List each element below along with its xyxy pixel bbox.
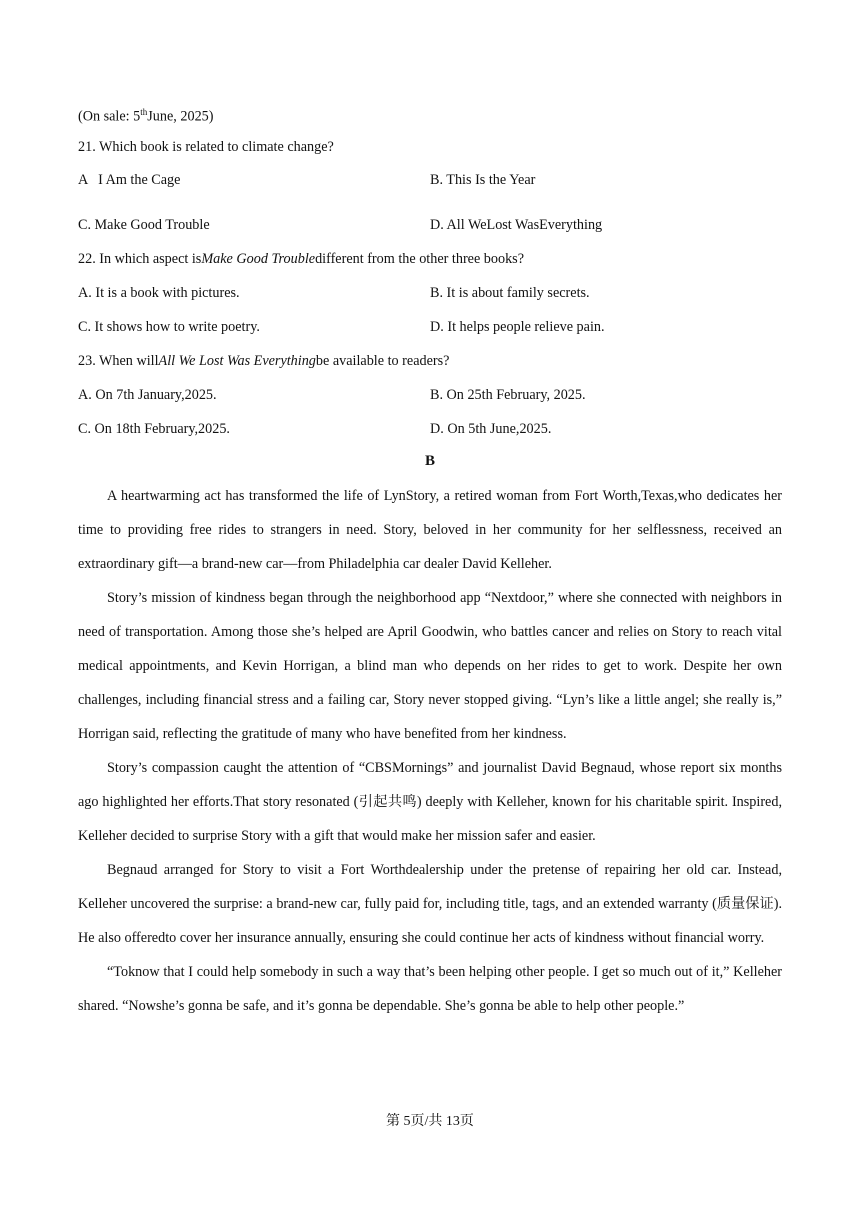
passage-paragraph-1: A heartwarming act has transformed the life of LynStory, a retired woman from Fort Worth,Texas,who dedicates her time to providing free rides to strangers in need. Story, beloved in her community for her selflessness, received an extraordinary gift—a brand-new car—from Philadelphia car dealer David Kelleher. xyxy=(78,488,782,572)
q21-option-b: B. This Is the Year xyxy=(430,172,536,188)
q22-option-c: C. It shows how to write poetry. xyxy=(78,319,260,335)
q22-question-post: different from the other three books? xyxy=(315,251,525,267)
q22-option-d: D. It helps people relieve pain. xyxy=(430,319,605,335)
q21-option-d: D. All WeLost WasEverything xyxy=(430,217,603,233)
q21-option-c: C. Make Good Trouble xyxy=(78,217,210,233)
sale-note-suffix: June, 2025) xyxy=(147,108,214,125)
section-b-heading: B xyxy=(424,453,435,469)
sale-note xyxy=(78,103,213,126)
q23-option-c: C. On 18th February,2025. xyxy=(78,421,230,437)
q23-question-post: be available to readers? xyxy=(315,353,450,369)
q23-question xyxy=(78,352,449,370)
q23-option-b: B. On 25th February, 2025. xyxy=(430,387,586,403)
q21-option-a: A I Am the Cage xyxy=(78,172,181,188)
sale-note-sup: th xyxy=(140,107,148,117)
q22-question xyxy=(78,250,524,268)
q23-option-d: D. On 5th June,2025. xyxy=(430,421,552,437)
passage-paragraph-3: Story’s compassion caught the attention of “CBSMornings” and journalist David Begnaud, whose report six months ago highlighted her efforts.That story resonated (引起共鸣) deeply with Kelleher, known for his charitable spirit. Inspired, Kelleher decided to surprise Story with a gift that would make her mission safer and easier. xyxy=(78,760,782,844)
q22-option-a: A. It is a book with pictures. xyxy=(78,285,240,301)
q21-question: 21. Which book is related to climate change? xyxy=(78,139,334,155)
q22-option-b: B. It is about family secrets. xyxy=(430,285,590,301)
passage-paragraph-5: “Toknow that I could help somebody in such a way that’s been helping other people. I get so much out of it,” Kelleher shared. “Nowshe’s gonna be safe, and it’s gonna be dependable. She’s gonna be able to help other people.” xyxy=(78,964,782,1014)
q22-book-title: Make Good Trouble xyxy=(201,251,316,267)
q23-option-a: A. On 7th January,2025. xyxy=(78,387,217,403)
sale-note-prefix: (On sale: 5 xyxy=(78,108,141,125)
passage-paragraph-4: Begnaud arranged for Story to visit a Fort Worthdealership under the pretense of repairing her old car. Instead, Kelleher uncovered the surprise: a brand-new car, fully paid for, including title, tags, and an extended warranty (质量保证). He also offeredto cover her insurance annually, ensuring she could continue her acts of kindness without financial worry. xyxy=(78,862,782,946)
q23-question-pre: 23. When will xyxy=(78,353,159,369)
passage-paragraph-2: Story’s mission of kindness began through the neighborhood app “Nextdoor,” where she connected with neighbors in need of transportation. Among those she’s helped are April Goodwin, who battles cancer and relies on Story to reach vital medical appointments, and Kevin Horrigan, a blind man who depends on her rides to get to work. Despite her own challenges, including financial stress and a failing car, Story never stopped giving. “Lyn’s like a little angel; she really is,” Horrigan said, reflecting the gratitude of many who have benefited from her kindness. xyxy=(78,590,782,742)
section-b-passage xyxy=(78,479,782,1023)
q23-book-title: All We Lost Was Everything xyxy=(158,353,316,369)
page-number-footer: 第 5页/共 13页 xyxy=(386,1114,474,1129)
q22-question-pre: 22. In which aspect is xyxy=(78,251,202,267)
